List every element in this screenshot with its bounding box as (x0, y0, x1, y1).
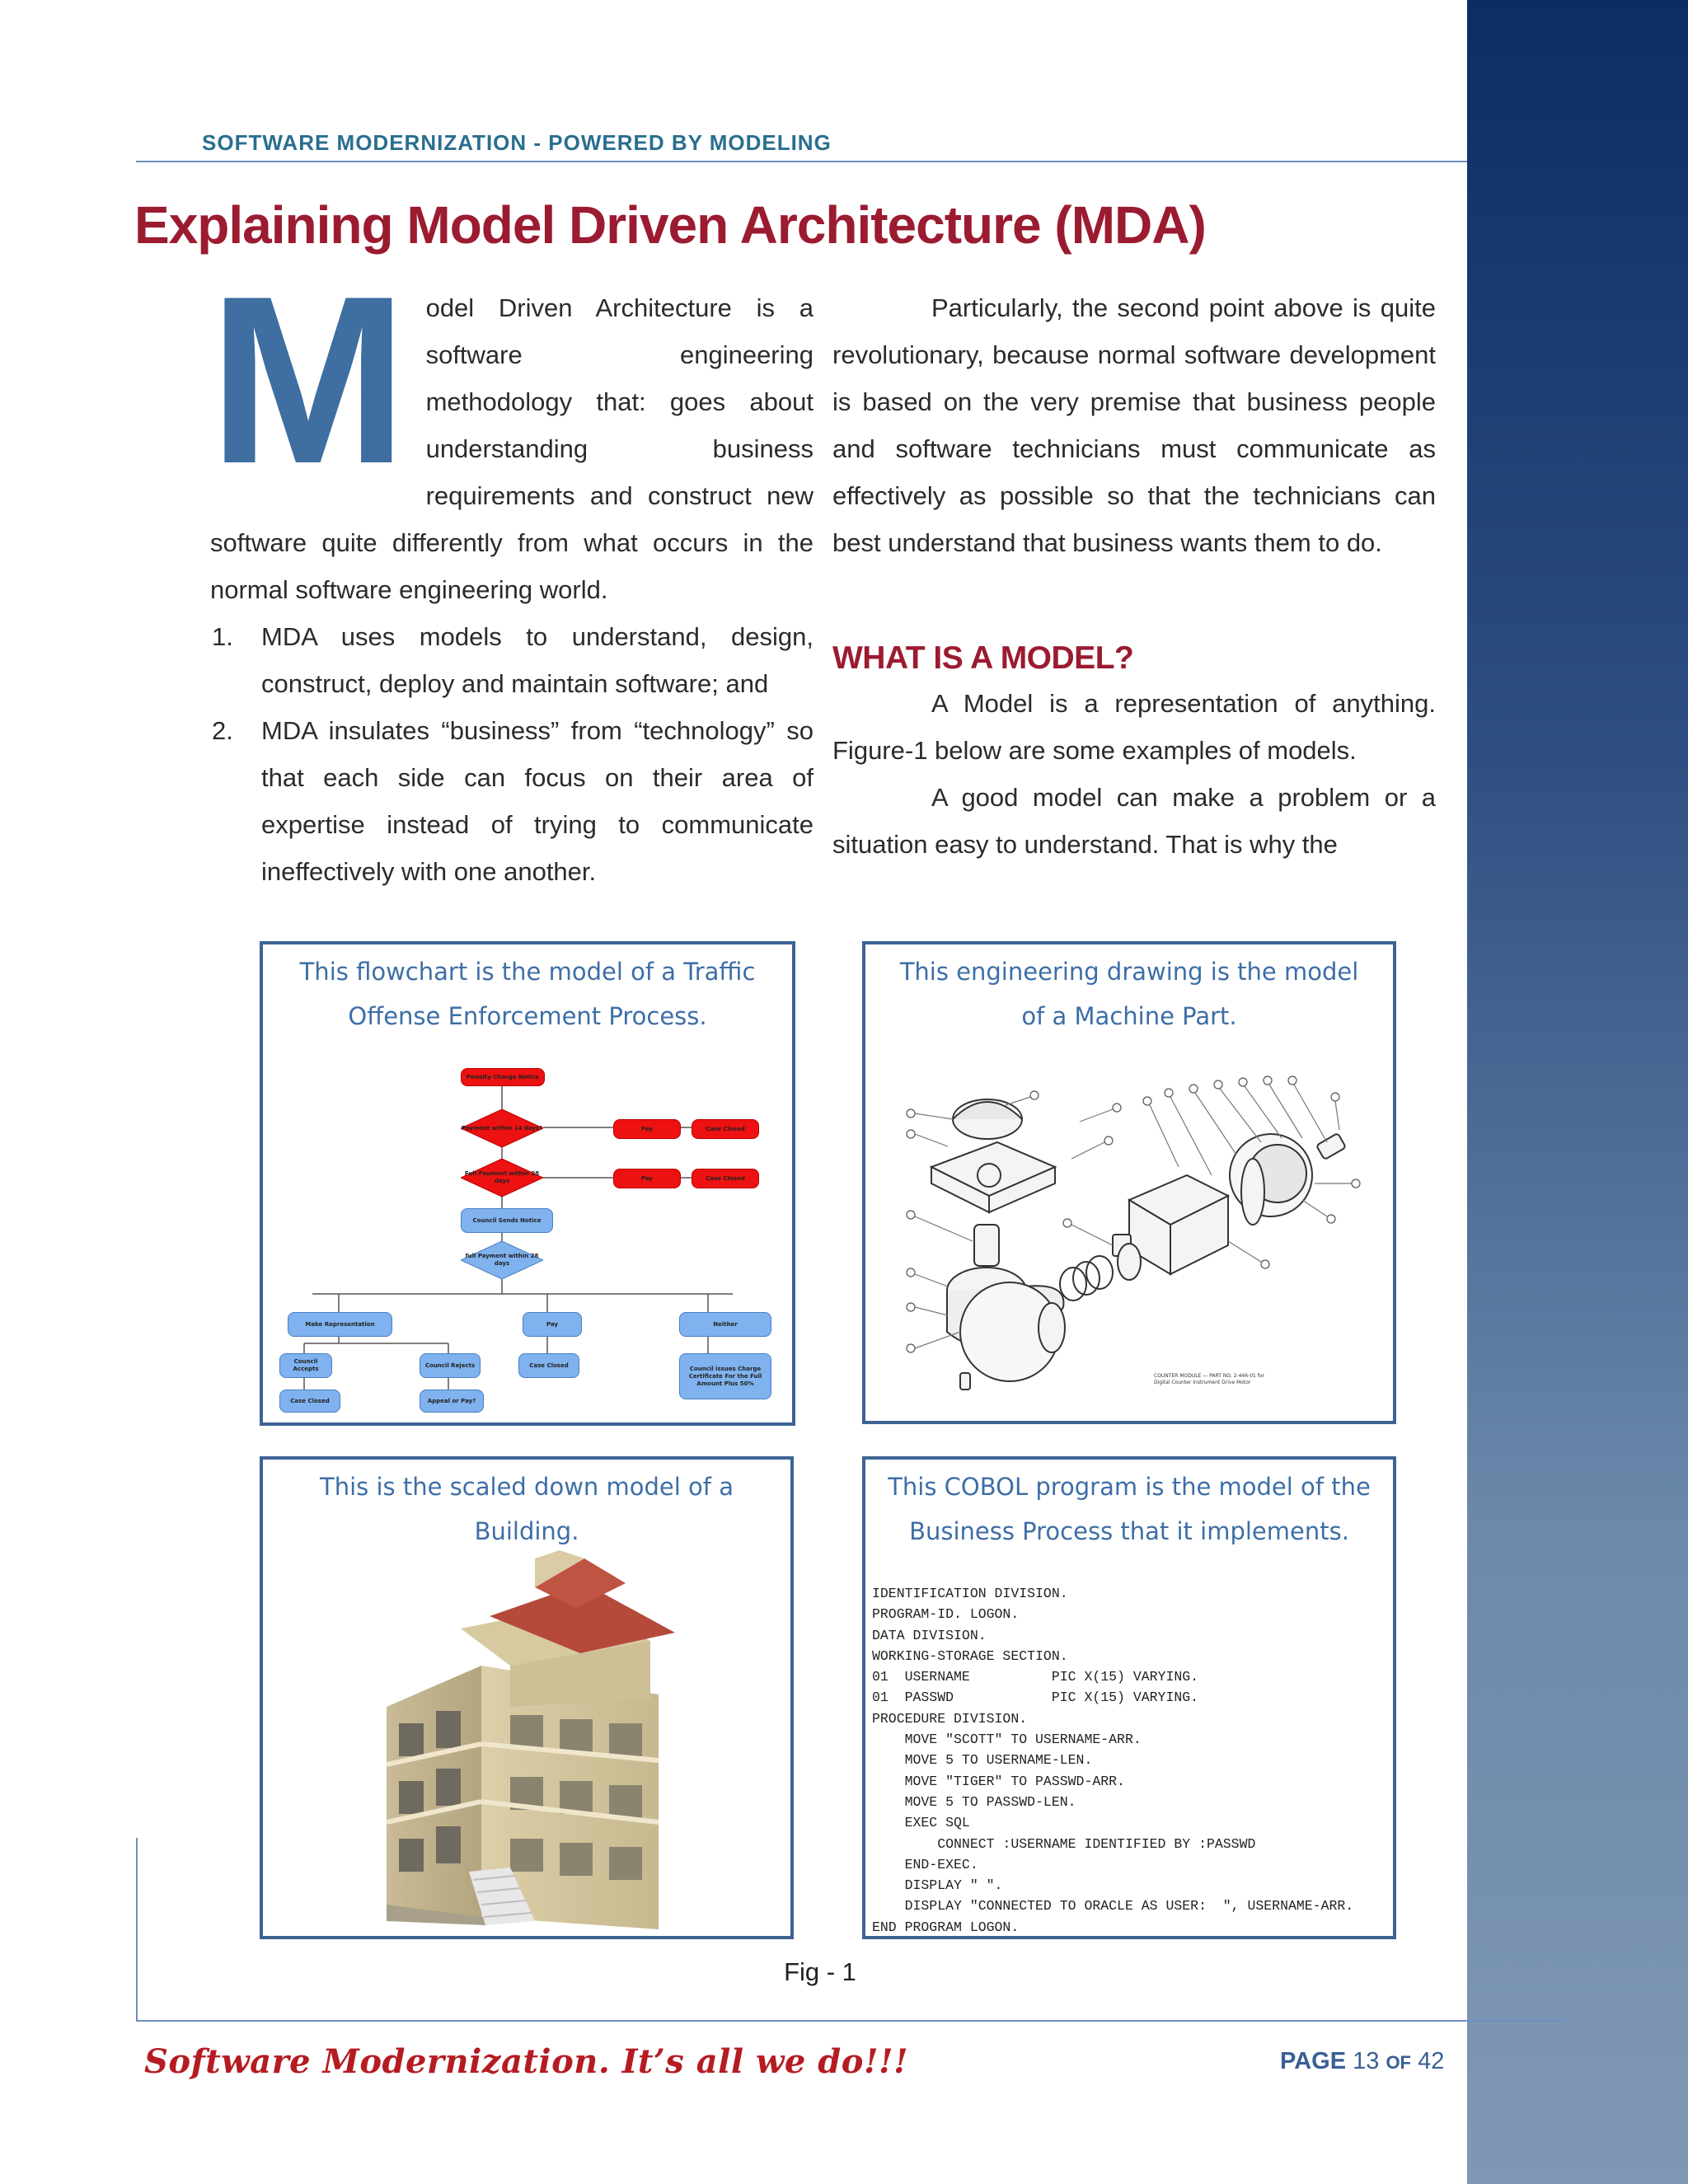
drawing-note: COUNTER MODULE — PART NO. 2-446-01 for Digital Counter Instrument Drive Motor (1154, 1373, 1265, 1385)
flow-node: Pay (523, 1312, 582, 1337)
code-line: DISPLAY "CONNECTED TO ORACLE AS USER: ", USERNAME-ARR. (872, 1898, 1354, 1915)
list-item (210, 707, 814, 895)
figure-label: Fig - 1 (784, 1957, 856, 1986)
code-line: CONNECT :USERNAME IDENTIFIED BY :PASSWD (872, 1835, 1256, 1852)
flow-node: Council Rejects (420, 1353, 481, 1378)
code-line: MOVE 5 TO PASSWD-LEN. (872, 1793, 1076, 1810)
figure-building (260, 1456, 794, 1939)
flow-decision-label: Payment within 14 days? (461, 1124, 543, 1132)
flow-node: Pay (613, 1119, 681, 1139)
code-line: WORKING-STORAGE SECTION. (872, 1647, 1068, 1664)
code-line: DISPLAY " ". (872, 1877, 1003, 1894)
left-margin-rule (136, 1838, 138, 2021)
cobol-code (872, 1583, 1353, 1938)
total-pages: 42 (1418, 2048, 1445, 2074)
code-line: END-EXEC. (872, 1856, 978, 1872)
list-text: MDA insulates “business” from “technology” so that each side can focus on their area of expertise instead of trying to communicate ineffectively with one another. (261, 716, 814, 886)
figure-caption: This flowchart is the model of a Traffic Offense Enforcement Process. (299, 958, 756, 1030)
flow-decision (461, 1241, 543, 1279)
list-item (210, 613, 814, 707)
footer-divider (136, 2020, 1566, 2022)
section-heading: WHAT IS A MODEL? (832, 640, 1134, 676)
flow-decision (461, 1109, 543, 1147)
flow-node: Council Accepts (279, 1353, 332, 1378)
current-page: 13 (1353, 2048, 1380, 2074)
flow-node: Case Closed (518, 1353, 579, 1378)
code-line: MOVE 5 TO USERNAME-LEN. (872, 1752, 1093, 1769)
figure-machine-part (862, 941, 1396, 1424)
list-text: MDA uses models to understand, design, construct, deploy and maintain software; and (261, 622, 814, 698)
figure-caption: This engineering drawing is the model of a Machine Part. (899, 958, 1359, 1030)
code-line: EXEC SQL (872, 1815, 970, 1831)
exploded-drawing (865, 944, 1393, 1421)
code-line: PROCEDURE DIVISION. (872, 1710, 1028, 1727)
running-header: SOFTWARE MODERNIZATION - POWERED BY MODELING (202, 130, 832, 155)
flow-node: Appeal or Pay? (420, 1390, 484, 1413)
drop-cap: M (209, 246, 408, 513)
header-divider (136, 161, 1467, 162)
flow-node: Council issues Charge Certificate For the Full Amount Plus 50% (679, 1353, 771, 1399)
figure-flowchart (260, 941, 795, 1426)
flow-decision-label: full Payment within 28 days (465, 1253, 539, 1267)
sidebar-gradient-band (1467, 0, 1688, 2184)
code-line: END PROGRAM LOGON. (872, 1919, 1020, 1935)
of-word: OF (1386, 2052, 1411, 2073)
left-column (209, 246, 814, 895)
paragraph: A good model can make a problem or a situation easy to understand. That is why the (832, 783, 1436, 859)
footer-slogan: Software Modernization. It’s all we do!!! (144, 2042, 909, 2081)
flow-node: Penalty Charge Notice (461, 1068, 545, 1086)
code-line: DATA DIVISION. (872, 1627, 987, 1643)
list-number: 2. (212, 716, 233, 745)
list-number: 1. (212, 622, 233, 651)
page-word: PAGE (1280, 2048, 1347, 2074)
right-column (832, 284, 1436, 868)
code-line: 01 USERNAME PIC X(15) VARYING. (872, 1669, 1199, 1685)
flow-decision-label: Full Payment within 28 days (464, 1170, 540, 1184)
code-line: MOVE "TIGER" TO PASSWD-ARR. (872, 1773, 1125, 1789)
intro-paragraph (209, 246, 814, 613)
code-line: IDENTIFICATION DIVISION. (872, 1586, 1068, 1601)
figure-caption: This COBOL program is the model of the Business Process that it implements. (888, 1473, 1371, 1545)
code-line: MOVE "SCOTT" TO USERNAME-ARR. (872, 1732, 1142, 1748)
figure-caption: This is the scaled down model of a Building. (320, 1473, 734, 1545)
flow-node: Case Closed (692, 1119, 759, 1139)
flow-node: Case Closed (692, 1169, 759, 1188)
flow-node: Neither (679, 1312, 771, 1337)
page-title: Explaining Model Driven Architecture (MDA) (134, 195, 1206, 255)
flow-node: Case Closed (279, 1390, 340, 1413)
code-line: PROGRAM-ID. LOGON. (872, 1606, 1020, 1623)
flow-node: Council Sends Notice (461, 1208, 553, 1233)
paragraph: Particularly, the second point above is quite revolutionary, because normal software development is based on the very premise that business people and software technicians must communicate as effectively as possible so that the technicians can best understand that business wants them to do. (832, 293, 1436, 557)
code-line: 01 PASSWD PIC X(15) VARYING. (872, 1690, 1199, 1706)
flow-node: Make Representation (288, 1312, 392, 1337)
mda-list (210, 613, 814, 895)
building-model-picture (263, 1460, 790, 1936)
intro-text: odel Driven Architecture is a software engineering methodology that: goes about understanding business requirements and construct new software quite differently from what occurs in the normal software engineering world. (210, 293, 814, 604)
page-number (1280, 2048, 1444, 2075)
flow-decision (461, 1159, 543, 1197)
flow-node: Pay (613, 1169, 681, 1188)
figure-cobol-program (862, 1456, 1396, 1939)
paragraph: A Model is a representation of anything. Figure-1 below are some examples of models. (832, 689, 1436, 765)
